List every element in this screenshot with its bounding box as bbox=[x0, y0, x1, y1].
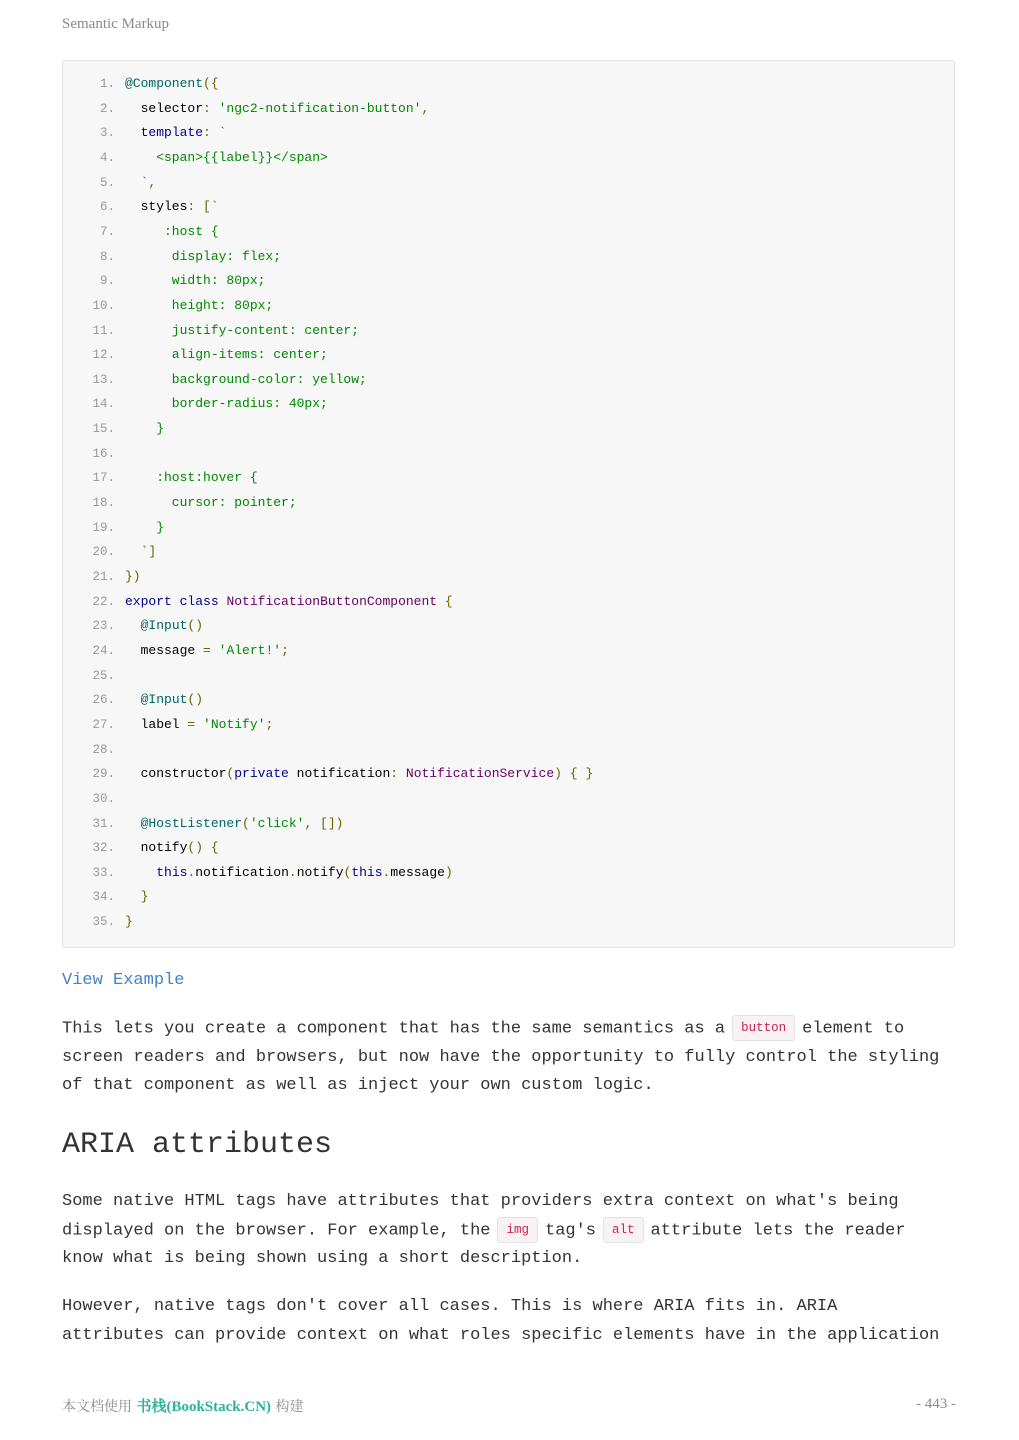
para2-line2b: tag's bbox=[545, 1221, 597, 1241]
code-token: styles bbox=[125, 199, 188, 215]
line-number: 22. bbox=[92, 594, 115, 609]
code-line bbox=[63, 271, 265, 291]
paragraph-intro bbox=[62, 1015, 962, 1101]
code-line bbox=[63, 592, 453, 612]
code-line bbox=[63, 247, 281, 267]
inline-code-button: button bbox=[732, 1015, 795, 1041]
code-token: this bbox=[351, 864, 383, 880]
line-number: 6. bbox=[99, 200, 115, 215]
code-token: justify-content: center; bbox=[125, 322, 360, 338]
code-token: : bbox=[203, 100, 219, 116]
code-token bbox=[203, 840, 211, 855]
code-token: height: 80px; bbox=[125, 297, 274, 313]
para1-line1b: element to bbox=[802, 1019, 905, 1039]
code-token: @Input bbox=[140, 618, 188, 634]
code-line bbox=[63, 542, 156, 562]
code-token: export bbox=[125, 593, 172, 609]
line-number: 24. bbox=[92, 643, 115, 658]
paragraph-native-tags bbox=[62, 1188, 962, 1274]
code-token: message bbox=[125, 642, 204, 658]
line-number: 18. bbox=[92, 496, 115, 511]
code-token: selector bbox=[125, 100, 204, 116]
code-line bbox=[63, 887, 148, 907]
code-token: } bbox=[125, 914, 133, 930]
code-line bbox=[63, 99, 429, 119]
code-token: ({ bbox=[203, 76, 219, 91]
code-token: ( bbox=[242, 815, 250, 831]
code-token: this bbox=[156, 864, 188, 880]
line-number: 8. bbox=[99, 249, 115, 264]
code-token: template bbox=[140, 125, 204, 141]
code-token: NotificationService bbox=[405, 766, 555, 782]
line-number: 23. bbox=[92, 619, 115, 634]
code-token bbox=[125, 889, 141, 904]
code-line bbox=[63, 838, 219, 858]
footer-brand-link[interactable]: 书栈(BookStack.CN) bbox=[136, 1399, 272, 1415]
code-token: . bbox=[288, 864, 297, 880]
code-token: } bbox=[125, 519, 165, 535]
code-token: : bbox=[390, 766, 399, 782]
line-number: 5. bbox=[99, 175, 115, 190]
line-number: 30. bbox=[92, 791, 115, 806]
running-header: Semantic Markup bbox=[62, 16, 170, 32]
para1-line2: screen readers and browsers, but now have the opportunity to fully control the styling bbox=[62, 1047, 940, 1067]
line-number: 3. bbox=[99, 126, 115, 141]
code-token: : bbox=[203, 125, 219, 141]
code-line bbox=[63, 690, 203, 710]
code-token bbox=[125, 125, 141, 140]
line-number: 34. bbox=[92, 890, 115, 905]
code-token: ` bbox=[218, 125, 227, 141]
code-token: ` bbox=[125, 174, 149, 190]
code-token: ( bbox=[343, 864, 352, 880]
code-token bbox=[172, 594, 180, 609]
code-token: . bbox=[382, 864, 391, 880]
code-line bbox=[63, 814, 343, 834]
line-number: 4. bbox=[99, 150, 115, 165]
line-number: 31. bbox=[92, 816, 115, 831]
line-number: 27. bbox=[92, 717, 115, 732]
para3-line2: attributes can provide context on what roles specific elements have in the application bbox=[62, 1325, 940, 1345]
code-line bbox=[63, 419, 164, 439]
code-token: ] bbox=[148, 544, 157, 560]
code-token bbox=[437, 594, 445, 609]
code-token: 'Notify' bbox=[203, 716, 266, 732]
code-line bbox=[63, 173, 156, 193]
code-block bbox=[62, 60, 955, 948]
code-token bbox=[211, 643, 219, 658]
code-token: :host { bbox=[125, 223, 219, 239]
code-token: notify bbox=[296, 864, 344, 880]
code-line bbox=[63, 345, 328, 365]
code-line bbox=[63, 321, 359, 341]
code-line bbox=[63, 493, 297, 513]
code-line bbox=[63, 912, 133, 932]
code-token: 'ngc2-notification-button' bbox=[218, 100, 422, 116]
code-token: 'Alert!' bbox=[218, 642, 282, 658]
code-token: @Component bbox=[125, 76, 204, 91]
line-number: 21. bbox=[92, 570, 115, 584]
code-token: , bbox=[148, 174, 157, 190]
code-line bbox=[63, 518, 164, 538]
code-token: , []) bbox=[304, 815, 344, 831]
code-line bbox=[63, 394, 328, 414]
code-token: , bbox=[421, 100, 430, 116]
code-token: background-color: yellow; bbox=[125, 371, 367, 387]
code-token bbox=[125, 692, 141, 707]
code-token: ) bbox=[444, 864, 453, 880]
code-line bbox=[63, 567, 141, 587]
code-line bbox=[63, 370, 367, 390]
code-line bbox=[63, 296, 273, 316]
code-token: width: 80px; bbox=[125, 273, 266, 289]
line-number: 28. bbox=[92, 742, 115, 757]
code-token: display: flex; bbox=[125, 248, 282, 264]
line-number: 14. bbox=[92, 397, 115, 412]
code-token bbox=[398, 766, 406, 781]
line-number: 26. bbox=[92, 693, 115, 708]
line-number: 11. bbox=[92, 323, 115, 338]
line-number: 1. bbox=[99, 77, 115, 91]
code-token: ` bbox=[125, 544, 149, 560]
code-line bbox=[63, 764, 593, 784]
code-line bbox=[63, 740, 125, 760]
footer-prefix: 本文档使用 bbox=[62, 1399, 132, 1415]
inline-code-alt: alt bbox=[603, 1217, 644, 1243]
line-number: 15. bbox=[92, 422, 115, 437]
para1-line1a: This lets you create a component that has the same semantics as a bbox=[62, 1019, 726, 1039]
code-token: NotificationButtonComponent bbox=[226, 593, 438, 609]
code-token: cursor: pointer; bbox=[125, 495, 297, 511]
line-number: 12. bbox=[92, 348, 115, 363]
line-number: 2. bbox=[99, 101, 115, 116]
code-token: ; bbox=[265, 716, 274, 732]
code-token: :host:hover { bbox=[125, 470, 258, 486]
code-token: } bbox=[140, 889, 149, 905]
code-token: class bbox=[179, 593, 219, 609]
code-token bbox=[125, 618, 141, 633]
para2-line3: know what is being shown using a short description. bbox=[62, 1249, 583, 1269]
code-line bbox=[63, 789, 125, 809]
para2-line1: Some native HTML tags have attributes that providers extra context on what's being bbox=[62, 1192, 899, 1211]
line-number: 7. bbox=[99, 224, 115, 239]
code-token: align-items: center; bbox=[125, 347, 328, 363]
code-token: notification bbox=[288, 766, 391, 782]
code-token: notification bbox=[195, 864, 289, 880]
code-line bbox=[63, 715, 273, 735]
para2-line2c: attribute lets the reader bbox=[650, 1221, 906, 1241]
code-line bbox=[63, 123, 226, 143]
para3-line1: However, native tags don't cover all cases. This is where ARIA fits in. ARIA bbox=[62, 1297, 838, 1316]
line-number: 20. bbox=[92, 545, 115, 560]
code-token: border-radius: 40px; bbox=[125, 396, 328, 412]
code-token: message bbox=[390, 864, 445, 880]
para1-line3: of that component as well as inject your own custom logic. bbox=[62, 1076, 654, 1096]
code-token: () bbox=[187, 840, 204, 856]
section-heading-aria-attributes: ARIA attributes bbox=[62, 1128, 333, 1162]
paragraph-aria-intro bbox=[62, 1293, 962, 1350]
code-token: ) bbox=[554, 766, 562, 782]
line-number: 16. bbox=[92, 446, 115, 461]
line-number: 35. bbox=[92, 915, 115, 930]
code-token: }) bbox=[125, 569, 141, 584]
code-token bbox=[125, 865, 156, 880]
line-number: 19. bbox=[92, 520, 115, 535]
code-token: { bbox=[210, 840, 219, 856]
code-token: ; bbox=[281, 642, 289, 658]
code-token: notify bbox=[125, 840, 188, 856]
code-token: = bbox=[187, 716, 196, 732]
code-token: . bbox=[187, 864, 196, 880]
code-line bbox=[63, 641, 289, 661]
code-token: constructor bbox=[125, 766, 227, 782]
code-token: = bbox=[203, 642, 211, 658]
code-token: : [ bbox=[187, 199, 211, 215]
code-token bbox=[195, 717, 203, 732]
code-token: 'click' bbox=[249, 815, 305, 831]
view-example-link[interactable]: View Example bbox=[62, 971, 185, 990]
code-line bbox=[63, 74, 219, 94]
code-line bbox=[63, 197, 219, 217]
line-number: 33. bbox=[92, 865, 115, 880]
code-token: ` bbox=[210, 199, 219, 215]
code-token: { bbox=[444, 593, 453, 609]
code-token: private bbox=[234, 766, 289, 782]
line-number: 29. bbox=[92, 767, 115, 782]
code-token: label bbox=[125, 716, 188, 732]
code-token: ( bbox=[226, 766, 235, 782]
code-token: () bbox=[187, 692, 204, 708]
inline-code-img: img bbox=[497, 1217, 538, 1243]
code-line bbox=[63, 468, 258, 488]
line-number: 9. bbox=[99, 274, 115, 289]
line-number: 32. bbox=[92, 841, 115, 856]
line-number: 17. bbox=[92, 471, 115, 486]
code-line bbox=[63, 666, 125, 686]
page-number: - 443 - bbox=[916, 1396, 956, 1412]
code-token: () bbox=[187, 618, 204, 634]
para2-line2a: displayed on the browser. For example, the bbox=[62, 1221, 491, 1241]
code-token: } bbox=[125, 421, 165, 437]
footer-suffix: 构建 bbox=[275, 1399, 304, 1415]
code-token: @HostListener bbox=[140, 815, 243, 831]
code-line bbox=[63, 444, 125, 464]
code-token: @Input bbox=[140, 692, 188, 708]
code-token: <span>{{label}}</span> bbox=[125, 149, 328, 165]
line-number: 13. bbox=[92, 372, 115, 387]
code-line bbox=[63, 148, 328, 168]
code-token: { } bbox=[569, 766, 594, 782]
footer-credit bbox=[62, 1395, 304, 1416]
line-number: 25. bbox=[92, 668, 115, 683]
code-token bbox=[125, 816, 141, 831]
code-line bbox=[63, 863, 453, 883]
code-line bbox=[63, 222, 219, 242]
line-number: 10. bbox=[92, 298, 115, 313]
code-token bbox=[562, 766, 570, 781]
code-line bbox=[63, 616, 203, 636]
